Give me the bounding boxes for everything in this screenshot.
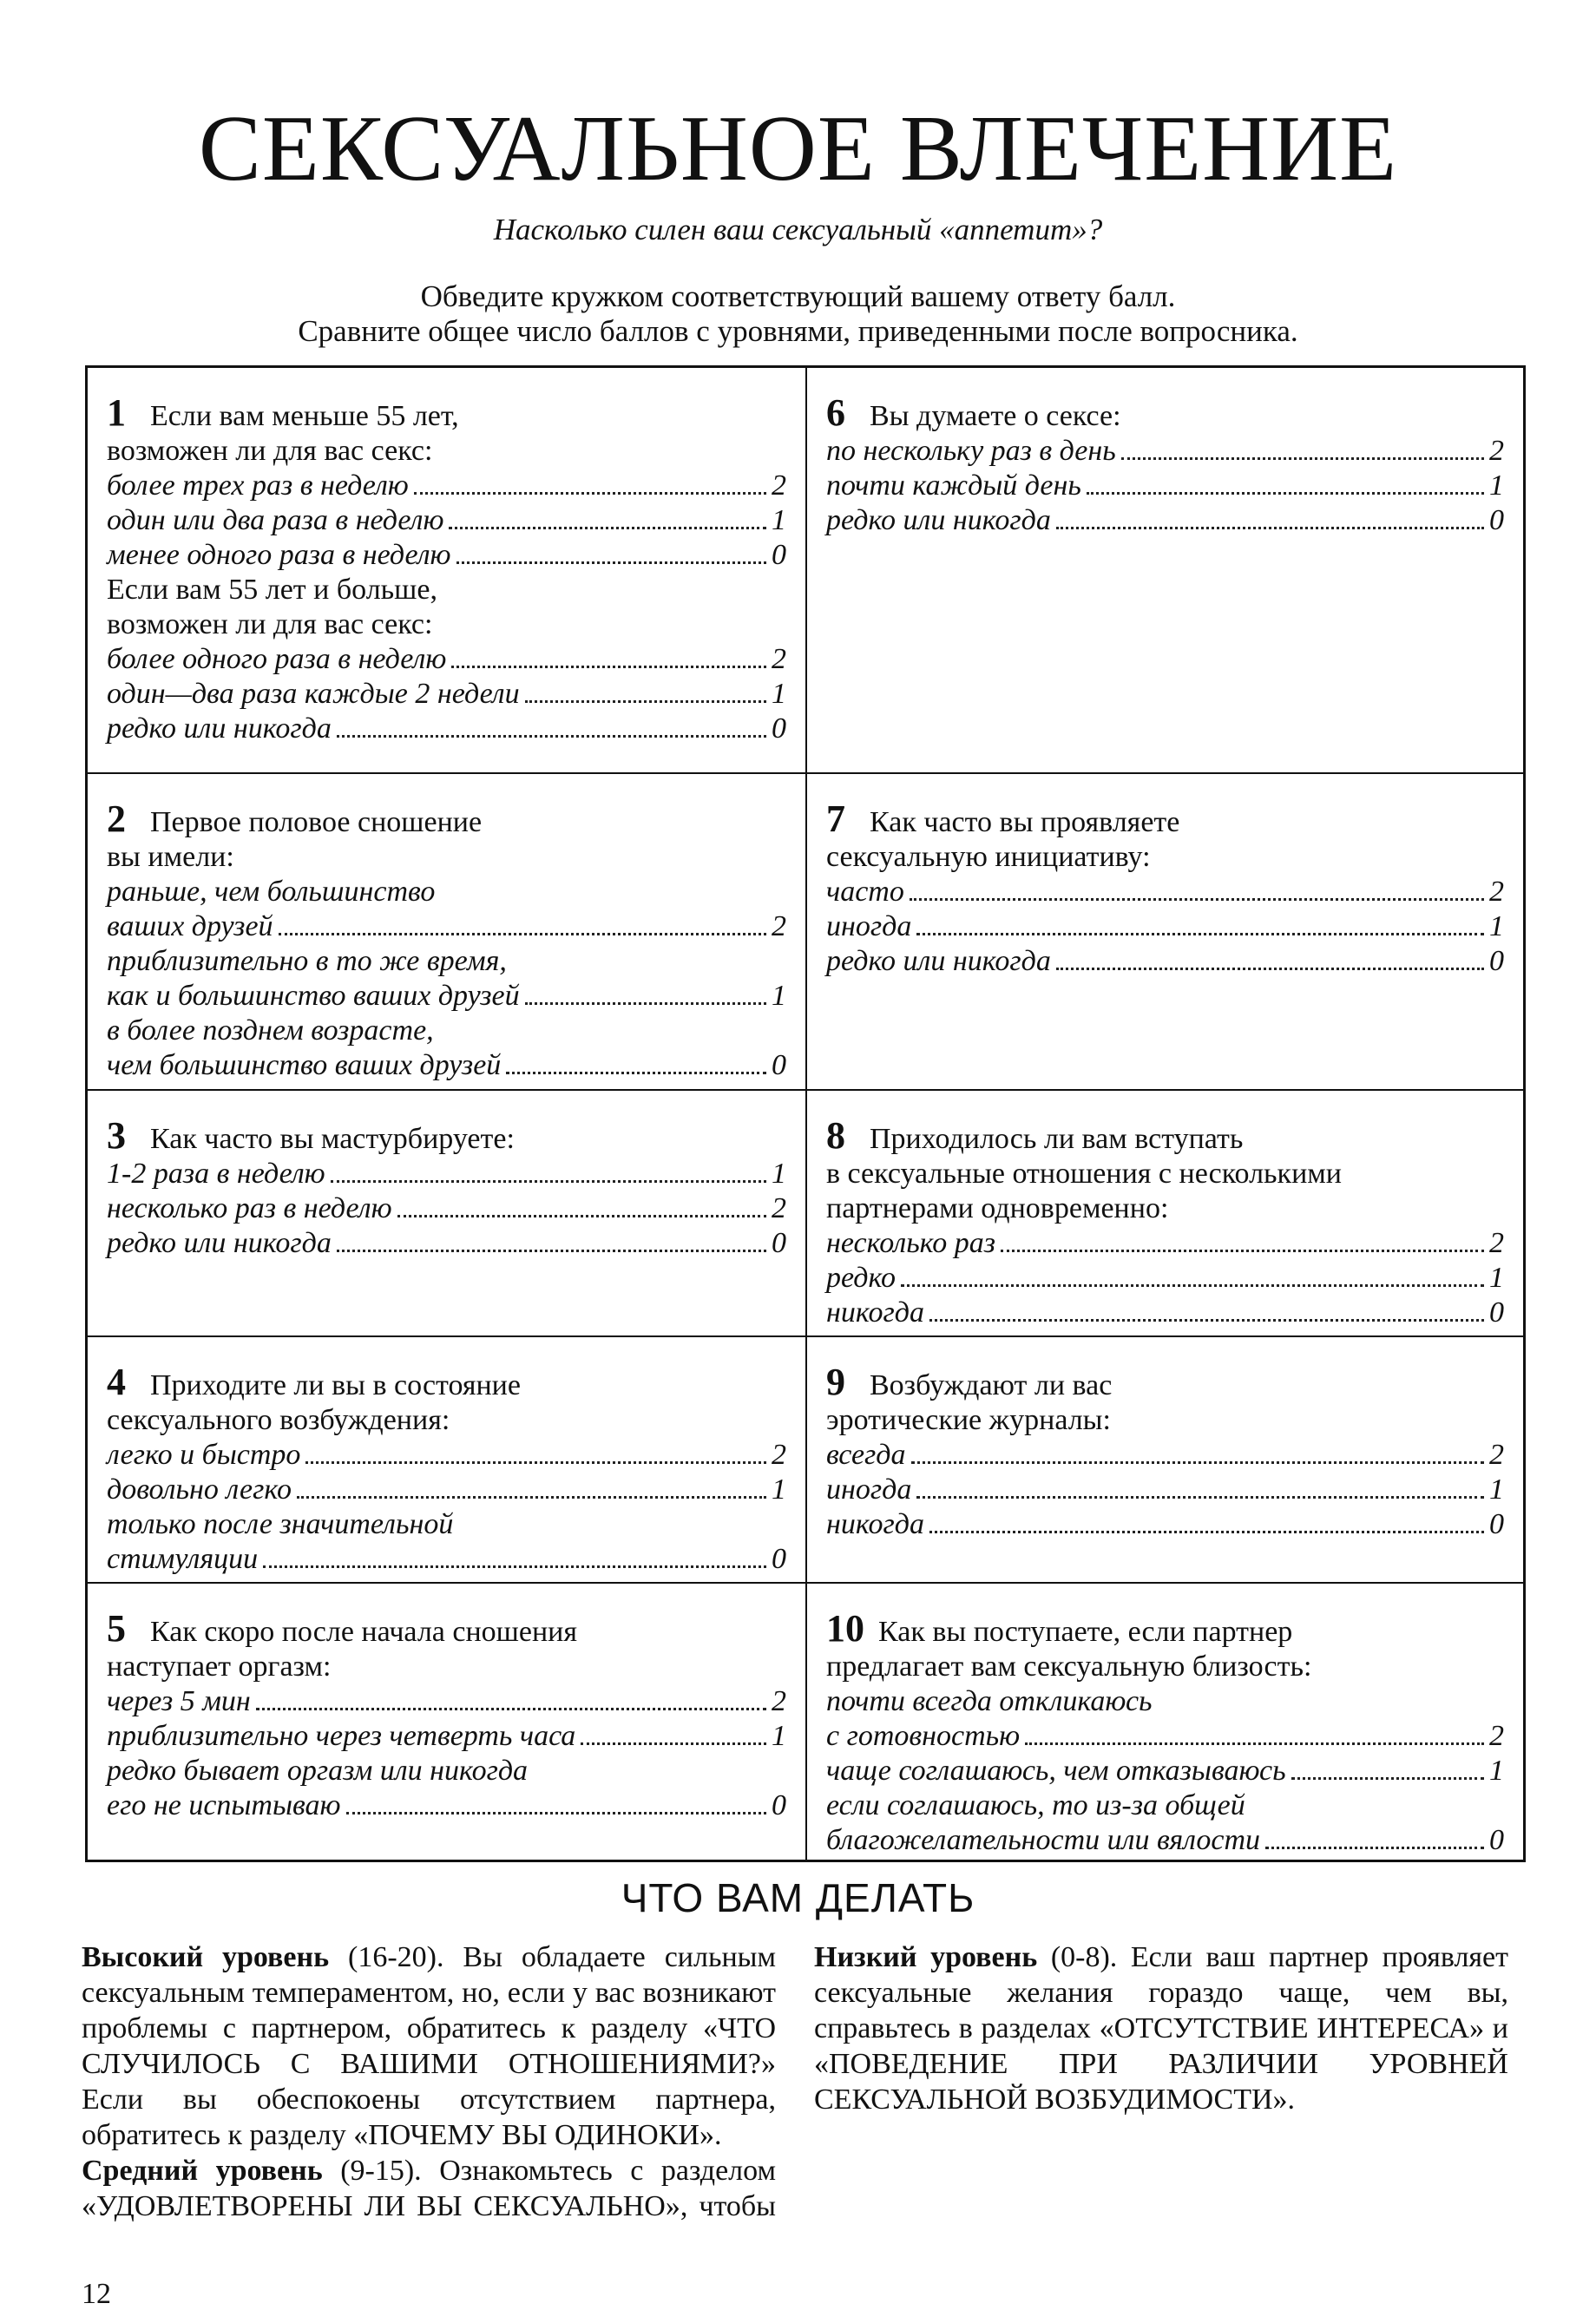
question-text: эротические журналы: xyxy=(826,1404,1111,1436)
answer-points[interactable]: 0 xyxy=(772,712,786,745)
answer-option[interactable]: иногда 1 xyxy=(826,1473,1504,1506)
answer-points[interactable]: 2 xyxy=(772,1685,786,1717)
answer-option[interactable]: несколько раз 2 xyxy=(826,1227,1504,1259)
question-number: 2 xyxy=(107,797,126,840)
answer-option[interactable]: почти каждый день 1 xyxy=(826,469,1504,502)
question-7 xyxy=(807,774,1523,1091)
question-text: Возбуждают ли вас xyxy=(870,1369,1113,1401)
answer-option[interactable]: 1-2 раза в неделю 1 xyxy=(107,1158,786,1190)
answer-points[interactable]: 1 xyxy=(1489,469,1504,502)
question-2 xyxy=(88,774,807,1091)
question-text: Вы думаете о сексе: xyxy=(870,400,1121,432)
answer-option[interactable]: благожелательности или вялости 0 xyxy=(826,1824,1504,1856)
question-6 xyxy=(807,368,1523,774)
question-text: Как часто вы мастурбируете: xyxy=(150,1123,515,1155)
answer-points[interactable]: 1 xyxy=(1489,1755,1504,1787)
answer-points[interactable]: 0 xyxy=(772,1227,786,1259)
question-number: 1 xyxy=(107,391,126,434)
question-number: 6 xyxy=(826,391,845,434)
question-text: Приходите ли вы в состояние xyxy=(150,1369,521,1401)
answer-option-line: почти всегда откликаюсь xyxy=(826,1685,1153,1717)
question-number: 7 xyxy=(826,797,845,840)
answer-points[interactable]: 1 xyxy=(1489,910,1504,942)
result-high-label: Высокий уровень xyxy=(82,1941,330,1973)
answer-option[interactable]: довольно легко 1 xyxy=(107,1473,786,1506)
question-text: партнерами одновременно: xyxy=(826,1192,1169,1224)
answer-points[interactable]: 2 xyxy=(1489,1227,1504,1259)
answer-option[interactable]: чаще соглашаюсь, чем отказываюсь 1 xyxy=(826,1755,1504,1787)
answer-option[interactable]: редко или никогда 0 xyxy=(826,504,1504,536)
results-column-right xyxy=(814,1939,1508,2117)
answer-option[interactable]: часто 2 xyxy=(826,876,1504,908)
question-9 xyxy=(807,1337,1523,1584)
answer-option[interactable]: по нескольку раз в день 2 xyxy=(826,435,1504,467)
result-low-label: Низкий уровень xyxy=(814,1941,1038,1973)
answer-option[interactable]: более трех раз в неделю 2 xyxy=(107,469,786,502)
answer-option-line: редко бывает оргазм или никогда xyxy=(107,1755,529,1787)
answer-points[interactable]: 1 xyxy=(772,504,786,536)
answer-option[interactable]: более одного раза в неделю 2 xyxy=(107,643,786,675)
answer-points[interactable]: 2 xyxy=(772,910,786,942)
question-number: 5 xyxy=(107,1607,126,1650)
answer-option[interactable]: никогда 0 xyxy=(826,1296,1504,1329)
answer-option[interactable]: редко или никогда 0 xyxy=(107,1227,786,1259)
answer-option[interactable]: иногда 1 xyxy=(826,910,1504,942)
question-8 xyxy=(807,1091,1523,1337)
answer-points[interactable]: 1 xyxy=(1489,1262,1504,1294)
answer-option[interactable]: редко или никогда 0 xyxy=(107,712,786,745)
question-text: наступает оргазм: xyxy=(107,1650,332,1683)
answer-points[interactable]: 0 xyxy=(1489,1296,1504,1329)
question-number: 8 xyxy=(826,1114,845,1157)
answer-option-line: раньше, чем большинство xyxy=(107,876,436,908)
result-high xyxy=(82,1939,776,2153)
results-column-left xyxy=(82,1939,776,2224)
answer-points[interactable]: 0 xyxy=(1489,1824,1504,1856)
question-number: 4 xyxy=(107,1361,126,1403)
question-4 xyxy=(88,1337,807,1584)
answer-points[interactable]: 1 xyxy=(772,1720,786,1752)
question-5 xyxy=(88,1584,807,1860)
answer-points[interactable]: 2 xyxy=(1489,435,1504,467)
answer-option[interactable]: несколько раз в неделю 2 xyxy=(107,1192,786,1224)
question-text: предлагает вам сексуальную близость: xyxy=(826,1650,1312,1683)
question-3 xyxy=(88,1091,807,1337)
answer-points[interactable]: 2 xyxy=(772,1192,786,1224)
answer-points[interactable]: 0 xyxy=(772,539,786,571)
answer-option[interactable]: редко или никогда 0 xyxy=(826,945,1504,977)
question-text: сексуального возбуждения: xyxy=(107,1404,450,1436)
answer-option[interactable]: ваших друзей 2 xyxy=(107,910,786,942)
answer-points[interactable]: 2 xyxy=(1489,1439,1504,1471)
answer-points[interactable]: 1 xyxy=(772,1473,786,1506)
answer-points[interactable]: 2 xyxy=(772,469,786,502)
question-text: вы имели: xyxy=(107,841,234,873)
questionnaire-grid xyxy=(85,365,1526,1862)
answer-points[interactable]: 1 xyxy=(1489,1473,1504,1506)
answer-option[interactable]: редко 1 xyxy=(826,1262,1504,1294)
answer-option[interactable]: один—два раза каждые 2 недели 1 xyxy=(107,678,786,710)
answer-points[interactable]: 2 xyxy=(772,1439,786,1471)
result-mid xyxy=(82,2153,776,2224)
question-text: возможен ли для вас секс: xyxy=(107,435,433,467)
answer-points[interactable]: 0 xyxy=(1489,945,1504,977)
answer-points[interactable]: 0 xyxy=(772,1049,786,1081)
question-text: Приходилось ли вам вступать xyxy=(870,1123,1244,1155)
result-mid-label: Средний уровень xyxy=(82,2155,323,2187)
question-10 xyxy=(807,1584,1523,1860)
subtitle: Насколько силен ваш сексуальный «аппетит»? xyxy=(493,213,1103,246)
result-low-text: (0-8). Если ваш партнер проявляет сексуальные желания гораздо чаще, чем вы, справьтесь в разделах «ОТСУТСТВИЕ ИНТЕРЕСА» и «ПОВЕДЕНИЕ ПРИ РАЗЛИЧИИ УРОВНЕЙ СЕКСУАЛЬНОЙ ВОЗБУДИМОСТИ». xyxy=(814,1941,1508,2116)
result-mid-text: (9-15). Ознакомьтесь с разделом «УДОВЛЕТВОРЕНЫ ЛИ ВЫ СЕКСУАЛЬНО», чтобы xyxy=(82,2155,776,2222)
answer-option-line: только после значительной xyxy=(107,1508,454,1540)
answer-points[interactable]: 0 xyxy=(772,1789,786,1821)
answer-option[interactable]: через 5 мин 2 xyxy=(107,1685,786,1717)
answer-points[interactable]: 2 xyxy=(772,643,786,675)
answer-option-line: приблизительно в то же время, xyxy=(107,945,507,977)
question-number: 10 xyxy=(826,1607,864,1650)
question-text: Как часто вы проявляете xyxy=(870,806,1180,838)
answer-option-line: в более позднем возрасте, xyxy=(107,1014,434,1047)
question-text: Если вам меньше 55 лет, xyxy=(150,400,459,432)
answer-points[interactable]: 1 xyxy=(772,980,786,1012)
sub-question-text: возможен ли для вас секс: xyxy=(107,608,433,640)
answer-points[interactable]: 1 xyxy=(772,678,786,710)
answer-points[interactable]: 0 xyxy=(772,1543,786,1575)
instruction-line-2: Сравните общее число баллов с уровнями, приведенными после вопросника. xyxy=(298,314,1298,348)
question-text: Как скоро после начала сношения xyxy=(150,1616,577,1648)
answer-points[interactable]: 0 xyxy=(1489,504,1504,536)
answer-points[interactable]: 2 xyxy=(1489,876,1504,908)
question-text: в сексуальные отношения с несколькими xyxy=(826,1158,1342,1190)
answer-option[interactable]: всегда 2 xyxy=(826,1439,1504,1471)
page-title: СЕКСУАЛЬНОЕ ВЛЕЧЕНИЕ xyxy=(198,97,1398,200)
answer-option[interactable]: как и большинство ваших друзей 1 xyxy=(107,980,786,1012)
answer-option[interactable]: стимуляции 0 xyxy=(107,1543,786,1575)
answer-option[interactable]: никогда 0 xyxy=(826,1508,1504,1540)
question-text: Первое половое сношение xyxy=(150,806,483,838)
question-number: 9 xyxy=(826,1361,845,1403)
question-number: 3 xyxy=(107,1114,126,1157)
question-text: Как вы поступаете, если партнер xyxy=(878,1616,1293,1648)
answer-option[interactable]: менее одного раза в неделю 0 xyxy=(107,539,786,571)
answer-option[interactable]: чем большинство ваших друзей 0 xyxy=(107,1049,786,1081)
answer-option-line: если соглашаюсь, то из-за общей xyxy=(826,1789,1245,1821)
instruction-line-1: Обведите кружком соответствующий вашему ответу балл. xyxy=(420,279,1176,313)
answer-points[interactable]: 0 xyxy=(1489,1508,1504,1540)
answer-points[interactable]: 2 xyxy=(1489,1720,1504,1752)
question-1 xyxy=(88,368,807,774)
answer-option[interactable]: один или два раза в неделю 1 xyxy=(107,504,786,536)
answer-option[interactable]: приблизительно через четверть часа 1 xyxy=(107,1720,786,1752)
result-high-text: (16-20). Вы обладаете сильным сексуальным темпераментом, но, если у вас возникают проблемы с партнером, обратитесь к разделу «ЧТО СЛУЧИЛОСЬ С ВАШИМИ ОТНОШЕНИЯМИ?» Если вы обеспокоены отсутствием партнера, обратитесь к разделу «ПОЧЕМУ ВЫ ОДИНОКИ». xyxy=(82,1941,777,2151)
answer-points[interactable]: 1 xyxy=(772,1158,786,1190)
question-text: сексуальную инициативу: xyxy=(826,841,1151,873)
answer-option[interactable]: его не испытываю 0 xyxy=(107,1789,786,1821)
answer-option[interactable]: легко и быстро 2 xyxy=(107,1439,786,1471)
answer-option[interactable]: с готовностью 2 xyxy=(826,1720,1504,1752)
section-title: ЧТО ВАМ ДЕЛАТЬ xyxy=(621,1875,975,1920)
sub-question-text: Если вам 55 лет и больше, xyxy=(107,574,437,606)
page-number: 12 xyxy=(82,2278,111,2310)
result-low xyxy=(814,1939,1508,2117)
